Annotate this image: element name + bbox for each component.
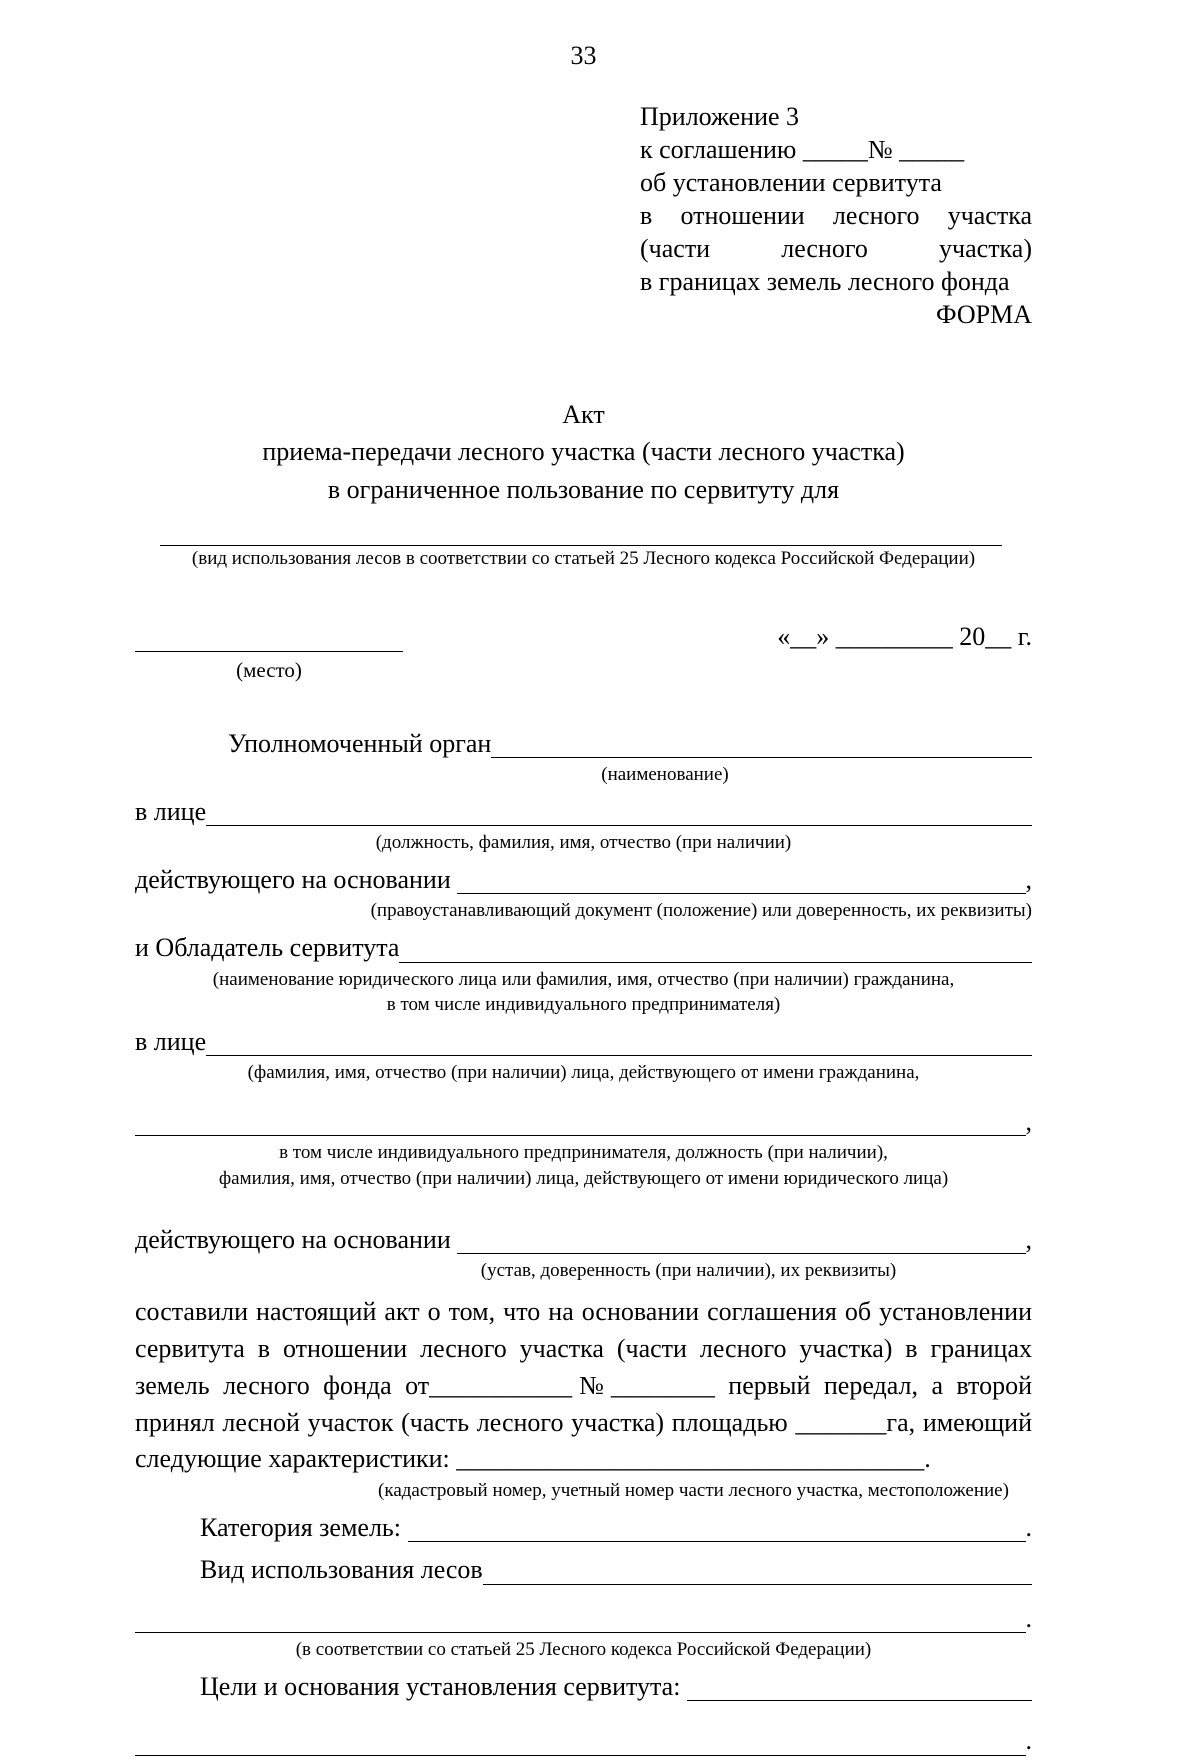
acting-basis-2-tail: , [1025,1224,1032,1254]
land-category-tail: . [1025,1513,1032,1543]
appendix-header [640,100,1032,331]
authorized-body-caption: (наименование) [601,764,729,786]
acting-basis-1-blank-line [457,893,1025,894]
authorized-body-blank-line [491,757,1032,758]
field-in-person-1 [135,794,1032,830]
field-land-category [135,1510,1032,1546]
in-person-2-label: в лице [135,1026,207,1056]
land-category-blank-line [408,1541,1026,1542]
in-person-2-blank-line [206,1055,1032,1056]
in-person-2-caption: (фамилия, имя, отчество (при наличии) лица, действующего от имени гражданина, [247,1062,920,1084]
purposes-blank-line [687,1700,1032,1701]
purposes-continuation-tail: . [1025,1726,1032,1756]
continuation-caption-1: в том числе индивидуального предпринимателя, должность (при наличии), [279,1142,888,1164]
field-servitude-holder [135,930,1032,966]
acting-basis-1-label: действующего на основании [135,865,458,895]
date-place-row [135,619,1032,655]
date-text: «__» _________ 20__ г. [777,622,1032,652]
field-authorized-body [135,726,1032,762]
field-forest-use-continuation [135,1601,1032,1637]
title-line-2: приема-передачи лесного участка (части лесного участка) [262,437,905,467]
in-person-1-blank-line [206,825,1032,826]
forest-use-continuation-blank-line [135,1632,1026,1633]
place-blank-line [135,651,403,652]
appendix-line: (части лесного участка) [640,234,1032,264]
land-category-label: Категория земель: [200,1513,408,1543]
appendix-line: Приложение 3 [640,102,800,132]
document-title [135,396,1032,509]
field-acting-basis-2 [135,1222,1032,1258]
field-purposes [135,1669,1032,1705]
forest-use-blank-line [483,1584,1032,1585]
purposes-label: Цели и основания установления сервитута: [200,1671,687,1701]
field-in-person-2 [135,1024,1032,1060]
in-person-1-label: в лице [135,797,207,827]
appendix-line: к соглашению _____№ _____ [640,135,965,165]
continuation-blank-line [135,1135,1026,1136]
continuation-tail: , [1025,1107,1032,1137]
acting-basis-1-tail: , [1025,865,1032,895]
acting-basis-2-label: действующего на основании [135,1224,458,1254]
main-paragraph: составили настоящий акт о том, что на основании соглашения об установлении сервитута в отношении лесного участка (части лесного участка) в границах земель лесного фонда от___________№________ первый передал, а второй принял лесной участок (часть лесного участка) площадью _______га, имеющий следующие характеристики: ____________________________________. [135,1296,1032,1474]
field-forest-use [135,1552,1032,1588]
usage-caption: (вид использования лесов в соответствии со статьей 25 Лесного кодекса Российской Федерации) [191,547,976,569]
acting-basis-1-caption: (правоустанавливающий документ (положение) или доверенность, их реквизиты) [370,900,1032,922]
authorized-body-label: Уполномоченный орган [228,728,492,758]
servitude-holder-label: и Обладатель сервитута [135,933,400,963]
field-purposes-continuation [135,1723,1032,1759]
servitude-holder-caption-2: в том числе индивидуального предпринимателя) [386,994,781,1016]
servitude-holder-blank-line [399,962,1032,963]
characteristics-caption: (кадастровый номер, учетный номер части лесного участка, местоположение) [378,1480,1009,1502]
servitude-holder-caption-1: (наименование юридического лица или фамилия, имя, отчество (при наличии) гражданина, [212,968,955,990]
continuation-caption-2: фамилия, имя, отчество (при наличии) лица, действующего от имени юридического лица) [218,1168,949,1190]
appendix-line: в границах земель лесного фонда [640,267,1010,297]
form-label: ФОРМА [936,300,1032,330]
forest-use-label: Вид использования лесов [200,1555,483,1585]
forest-use-caption: (в соответствии со статьей 25 Лесного кодекса Российской Федерации) [295,1639,872,1661]
place-caption: (место) [236,657,302,682]
field-acting-basis-1 [135,862,1032,898]
acting-basis-2-blank-line [457,1253,1025,1254]
title-line-1: Акт [562,399,605,429]
usage-blank-line [160,509,1002,546]
page-number: 33 [570,41,597,70]
field-continuation [135,1104,1032,1140]
acting-basis-2-caption: (устав, доверенность (при наличии), их реквизиты) [480,1260,897,1282]
purposes-continuation-blank-line [135,1755,1026,1756]
in-person-1-caption: (должность, фамилия, имя, отчество (при наличии) [375,832,792,854]
title-line-3: в ограниченное пользование по сервитуту для [327,474,840,504]
appendix-line: об установлении сервитута [640,168,942,198]
appendix-line: в отношении лесного участка [640,201,1032,231]
forest-use-continuation-tail: . [1025,1603,1032,1633]
